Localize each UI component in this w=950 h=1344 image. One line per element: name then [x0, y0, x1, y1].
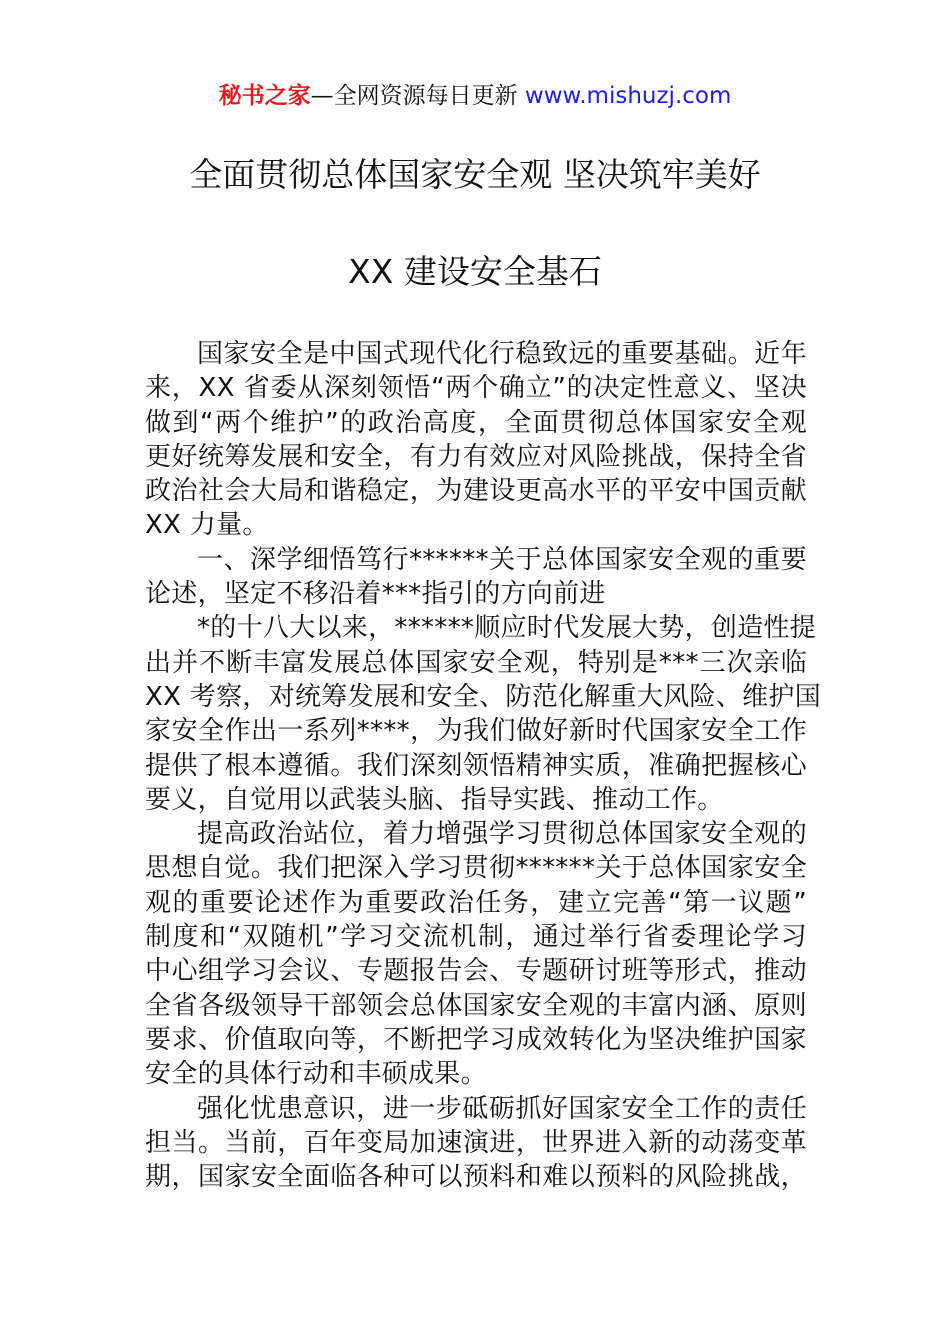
body-line: 安全的具体行动和丰硕成果。: [145, 1059, 487, 1090]
body-line: XX 力量。: [145, 510, 269, 541]
body-line: 来，XX 省委从深刻领悟“两个确立”的决定性意义、坚决: [145, 373, 807, 404]
body-line: XX 考察，对统筹发展和安全、防范化解重大风险、维护国: [145, 681, 821, 712]
site-header: [0, 80, 950, 112]
body-line: 更好统筹发展和安全，有力有效应对风险挑战，保持全省: [145, 441, 807, 472]
body-line: 做到“两个维护”的政治高度，全面贯彻总体国家安全观: [145, 407, 807, 438]
section-heading-line: 论述，坚定不移沿着***指引的方向前进: [145, 579, 606, 610]
body-line: 思想自觉。我们把深入学习贯彻******关于总体国家安全: [145, 853, 807, 884]
site-url-link[interactable]: www.mishuzj.com: [524, 83, 732, 109]
body-line: 期，国家安全面临各种可以预料和难以预料的风险挑战，: [145, 1162, 807, 1193]
body-line: 提高政治站位，着力增强学习贯彻总体国家安全观的: [197, 819, 807, 850]
section-heading-line: 一、深学细悟笃行******关于总体国家安全观的重要: [197, 544, 807, 575]
body-line: 强化忧患意识，进一步砥砺抓好国家安全工作的责任: [197, 1093, 807, 1124]
body-line: 全省各级领导干部领会总体国家安全观的丰富内涵、原则: [145, 990, 807, 1021]
body-line: 中心组学习会议、专题报告会、专题研讨班等形式，推动: [145, 956, 807, 987]
body-line: 观的重要论述作为重要政治任务，建立完善“第一议题”: [145, 887, 807, 918]
site-tagline: —全网资源每日更新: [310, 83, 525, 109]
document-body: [145, 337, 821, 1194]
body-line: 要义，自觉用以武装头脑、指导实践、推动工作。: [145, 784, 724, 815]
body-line: 要求、价值取向等，不断把学习成效转化为坚决维护国家: [145, 1024, 807, 1055]
body-line: 担当。当前，百年变局加速演进，世界进入新的动荡变革: [145, 1127, 807, 1158]
body-line: 家安全作出一系列****，为我们做好新时代国家安全工作: [145, 716, 807, 747]
body-line: 提供了根本遵循。我们深刻领悟精神实质，准确把握核心: [145, 750, 807, 781]
document-title-line-1: 全面贯彻总体国家安全观 坚决筑牢美好: [189, 155, 761, 194]
body-line: *的十八大以来，******顺应时代发展大势，创造性提: [197, 613, 817, 644]
body-line: 国家安全是中国式现代化行稳致远的重要基础。近年: [197, 339, 807, 369]
document-title-line-2: XX 建设安全基石: [348, 252, 602, 291]
body-line: 政治社会大局和谐稳定，为建设更高水平的平安中国贡献: [145, 476, 807, 507]
body-line: 出并不断丰富发展总体国家安全观，特别是***三次亲临: [145, 647, 807, 678]
body-line: 制度和“双随机”学习交流机制，通过举行省委理论学习: [145, 922, 807, 953]
site-brand: 秘书之家: [218, 83, 311, 109]
